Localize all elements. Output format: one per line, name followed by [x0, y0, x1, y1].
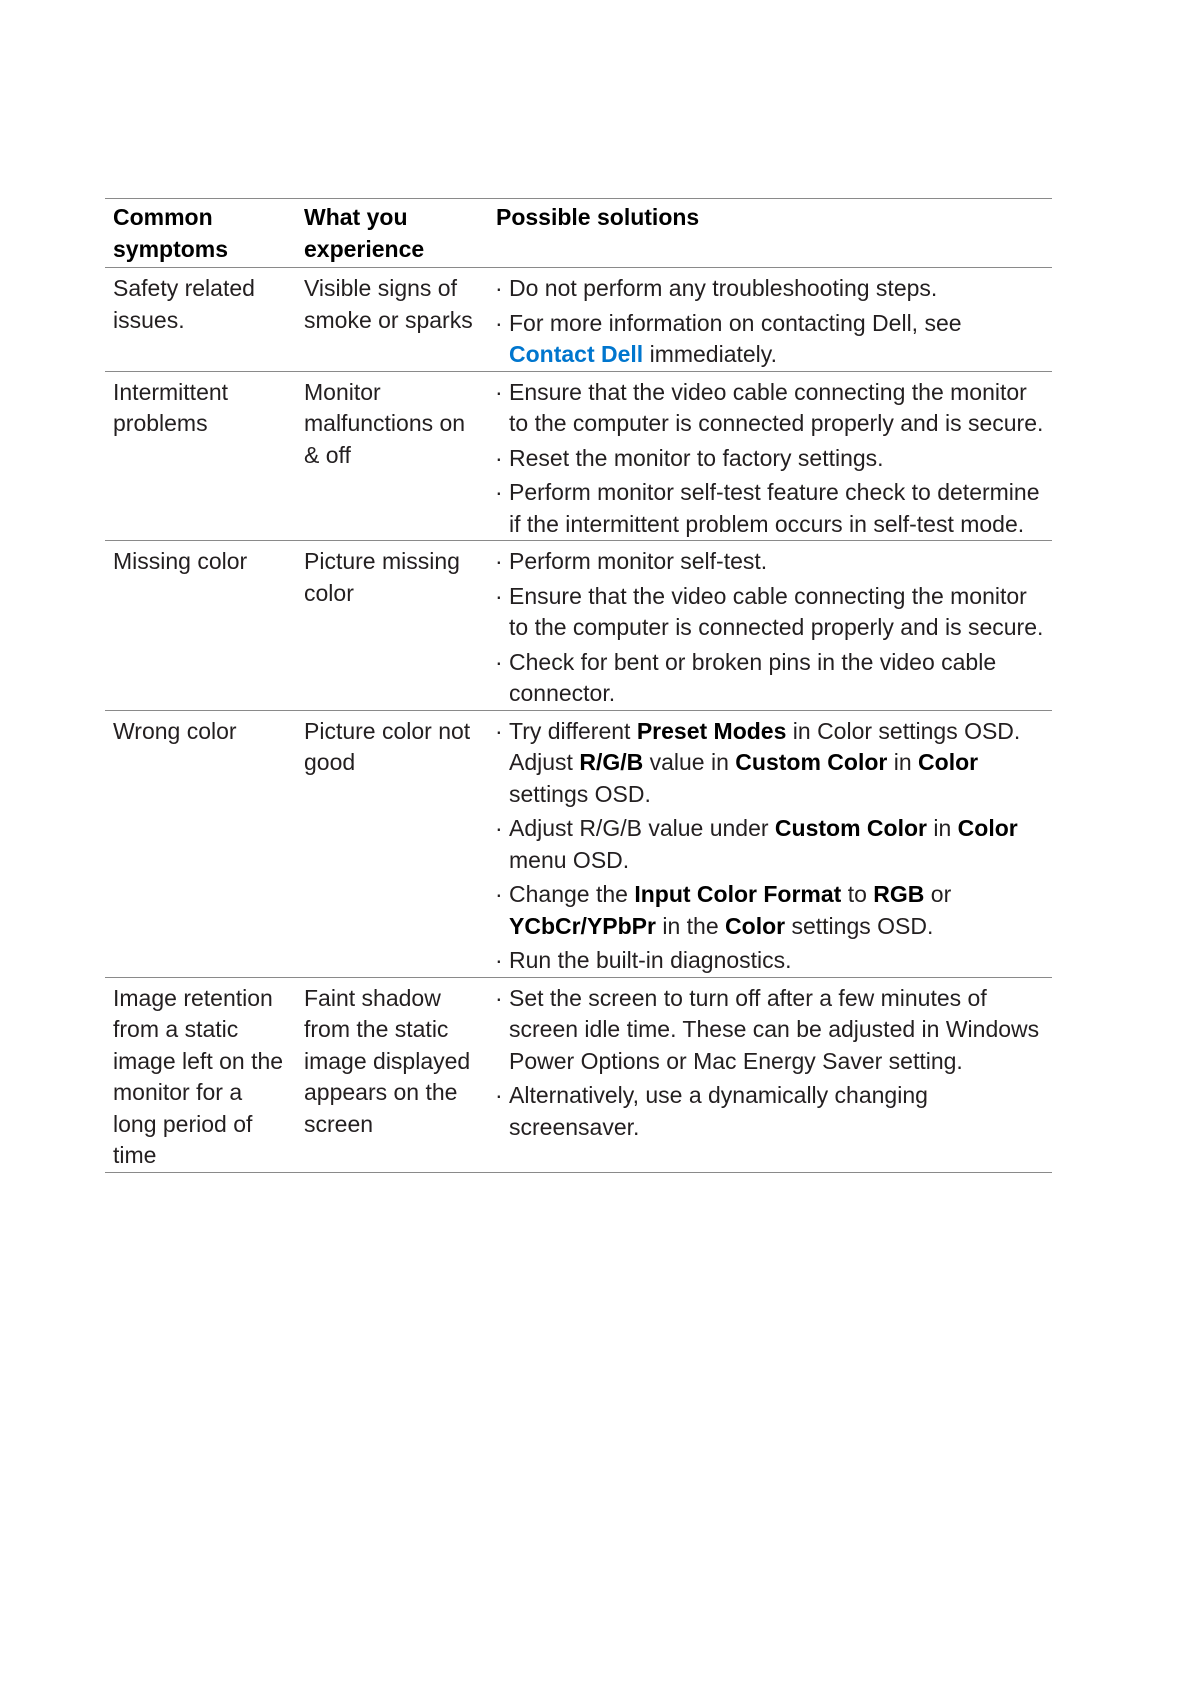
solutions-cell [488, 977, 1052, 1172]
solutions-cell [488, 268, 1052, 372]
solution-item [495, 477, 1048, 540]
bold-term: R/G/B [579, 749, 644, 775]
experience-cell: Monitor malfunctions on & off [296, 371, 488, 541]
experience-cell: Picture color not good [296, 710, 488, 977]
solutions-cell [488, 710, 1052, 977]
solution-text: value in [643, 749, 736, 775]
solution-item [495, 273, 1048, 305]
experience-cell: Visible signs of smoke or sparks [296, 268, 488, 372]
bullet-icon: · [495, 984, 503, 1011]
solution-item [495, 647, 1048, 710]
bullet-icon: · [495, 815, 503, 841]
experience-cell: Faint shadow from the static image displayed appears on the screen [296, 977, 488, 1172]
header-what-you-experience: What you experience [296, 199, 488, 268]
solutions-list [495, 546, 1048, 710]
bullet-icon: · [495, 947, 503, 973]
solution-text: Run the built-in diagnostics. [509, 947, 792, 973]
bullet-icon: · [495, 378, 503, 405]
table-row [105, 977, 1052, 1172]
solution-text: Check for bent or broken pins in the video cable connector. [509, 648, 997, 706]
bullet-icon: · [495, 648, 503, 675]
solution-text: menu OSD. [509, 846, 630, 873]
symptom-cell: Safety related issues. [105, 268, 296, 372]
solution-item [495, 443, 1048, 475]
bullet-icon: · [495, 881, 503, 907]
bold-term: Color [957, 815, 1018, 841]
solutions-list [495, 983, 1048, 1144]
table-row [105, 268, 1052, 372]
header-common-symptoms: Common symptoms [105, 199, 296, 268]
solution-text: settings OSD. [509, 780, 651, 807]
solutions-cell [488, 371, 1052, 541]
symptom-cell: Wrong color [105, 710, 296, 977]
contact-dell-link[interactable]: Contact Dell [509, 341, 644, 367]
symptom-cell: Intermittent problems [105, 371, 296, 541]
bold-term: Custom Color [774, 815, 927, 841]
solution-item [495, 813, 1048, 876]
solution-text: Change the [509, 881, 635, 907]
experience-cell: Picture missing color [296, 541, 488, 711]
symptom-cell: Image retention from a static image left on the monitor for a long period of time [105, 977, 296, 1172]
solutions-list [495, 377, 1048, 541]
bullet-icon: · [495, 444, 503, 471]
solution-item [495, 308, 1048, 371]
solution-text: in Color settings OSD. Adjust [509, 717, 1021, 775]
table-header [105, 199, 1052, 268]
solution-text: Alternatively, use a dynamically changing screensaver. [509, 1082, 928, 1140]
bullet-icon: · [495, 548, 503, 574]
solution-item [495, 581, 1048, 644]
bold-term: Preset Modes [636, 717, 787, 744]
solution-text: Adjust R/G/B value under [509, 815, 775, 841]
solution-item [495, 377, 1048, 440]
bullet-icon: · [495, 582, 503, 609]
solution-item [495, 1080, 1048, 1143]
solution-item [495, 983, 1048, 1078]
bold-term: YCbCr/YPbPr [509, 912, 656, 939]
bullet-icon: · [495, 717, 503, 744]
solution-text: Perform monitor self-test feature check to determine if the intermittent problem occurs in self-test mode. [509, 479, 1040, 537]
solution-text: Ensure that the video cable connecting the monitor to the computer is connected properly and is secure. [509, 582, 1044, 640]
solution-text: Reset the monitor to factory settings. [509, 444, 884, 471]
solution-text: or [924, 881, 952, 907]
solution-text: For more information on contacting Dell, see [509, 309, 962, 336]
bold-term: Custom Color [735, 749, 888, 775]
solution-text: to [841, 881, 874, 907]
bold-term: Color [725, 912, 786, 939]
solution-text: Ensure that the video cable connecting the monitor to the computer is connected properly and is secure. [509, 378, 1044, 436]
solution-item [495, 879, 1048, 942]
solution-text: in [887, 749, 919, 775]
table-row [105, 710, 1052, 977]
solution-item [495, 945, 1048, 977]
solutions-list [495, 273, 1048, 371]
solutions-list [495, 716, 1048, 977]
solution-text: in [926, 815, 958, 841]
bullet-icon: · [495, 1082, 503, 1108]
bold-term: Input Color Format [634, 881, 842, 907]
solution-text: Try different [509, 717, 637, 744]
table-body [105, 268, 1052, 1173]
solutions-cell [488, 541, 1052, 711]
solution-item [495, 546, 1048, 578]
bullet-icon: · [495, 479, 503, 505]
table-row [105, 541, 1052, 711]
bold-term: Color [918, 749, 979, 775]
solution-text: in the [655, 912, 726, 939]
bullet-icon: · [495, 309, 503, 336]
solution-text: settings OSD. [785, 912, 934, 939]
table-row [105, 371, 1052, 541]
symptom-cell: Missing color [105, 541, 296, 711]
header-row [105, 199, 1052, 268]
solution-item [495, 716, 1048, 811]
solution-text: Set the screen to turn off after a few minutes of screen idle time. These can be adjusted in Windows Power Options or Mac Energy Saver setting. [509, 984, 1040, 1074]
header-possible-solutions: Possible solutions [488, 199, 1052, 268]
bullet-icon: · [495, 275, 503, 301]
solution-text: Do not perform any troubleshooting steps. [509, 275, 938, 301]
troubleshooting-table [105, 198, 1052, 1173]
bold-term: RGB [873, 881, 925, 907]
solution-text: Perform monitor self-test. [509, 548, 768, 574]
solution-text: immediately. [643, 341, 777, 367]
